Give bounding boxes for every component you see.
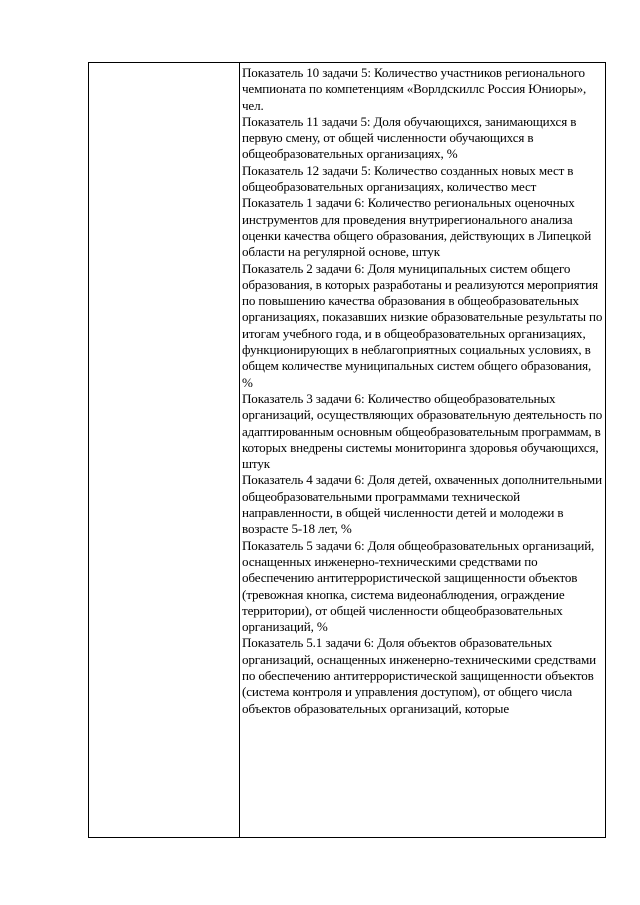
indicator-11-task-5: Показатель 11 задачи 5: Доля обучающихся, занимающихся в первую смену, от общей численности обучающихся в общеобразовательных организациях, % (242, 113, 577, 162)
indicator-4-task-6: Показатель 4 задачи 6: Доля детей, охваченных дополнительными общеобразовательными программами технической направленности, в общей численности детей и молодежи в возрасте 5-18 лет, % (242, 472, 602, 537)
indicator-5-task-6: Показатель 5 задачи 6: Доля общеобразовательных организаций, оснащенных инженерно-техническими средствами по обеспечению антитеррористической защищенности объектов (тревожная кнопка, система видеонаблюдения, ограждение территории), от общей численности общеобразовательных организаций, % (242, 537, 595, 635)
indicator-12-task-5: Показатель 12 задачи 5: Количество созданных новых мест в общеобразовательных организациях, количество мест (242, 162, 574, 195)
indicator-1-task-6: Показатель 1 задачи 6: Количество региональных оценочных инструментов для проведения внутрирегионального анализа оценки качества общего образования, действующих в Липецкой области на регулярной основе, штук (242, 195, 592, 260)
indicator-3-task-6: Показатель 3 задачи 6: Количество общеобразовательных организаций, осуществляющих образовательную деятельность по адаптированным основным общеобразовательным программам, в которых внедрены системы мониторинга здоровья обучающихся, штук (242, 390, 603, 472)
table-right-cell (240, 63, 605, 837)
indicators-table (88, 62, 606, 838)
indicator-5-1-task-6: Показатель 5.1 задачи 6: Доля объектов образовательных организаций, оснащенных инженерно-техническими средствами по обеспечению антитеррористической защищенности объектов (система контроля и управления доступом), от общего числа объектов образовательных организаций, которые (242, 635, 597, 716)
indicator-2-task-6: Показатель 2 задачи 6: Доля муниципальных систем общего образования, в которых разработаны и реализуются мероприятия по повышению качества образования в общеобразовательных организациях, показавших низкие образовательные результаты по итогам учебного года, и в общеобразовательных организациях, функционирующих в неблагоприятных социальных условиях, в общем количестве муниципальных систем общего образования, % (242, 260, 603, 390)
indicator-10-task-5: Показатель 10 задачи 5: Количество участников регионального чемпионата по компетенциям «Ворлдскиллс Россия Юниоры», чел. (242, 65, 587, 113)
table-left-cell (89, 63, 240, 837)
